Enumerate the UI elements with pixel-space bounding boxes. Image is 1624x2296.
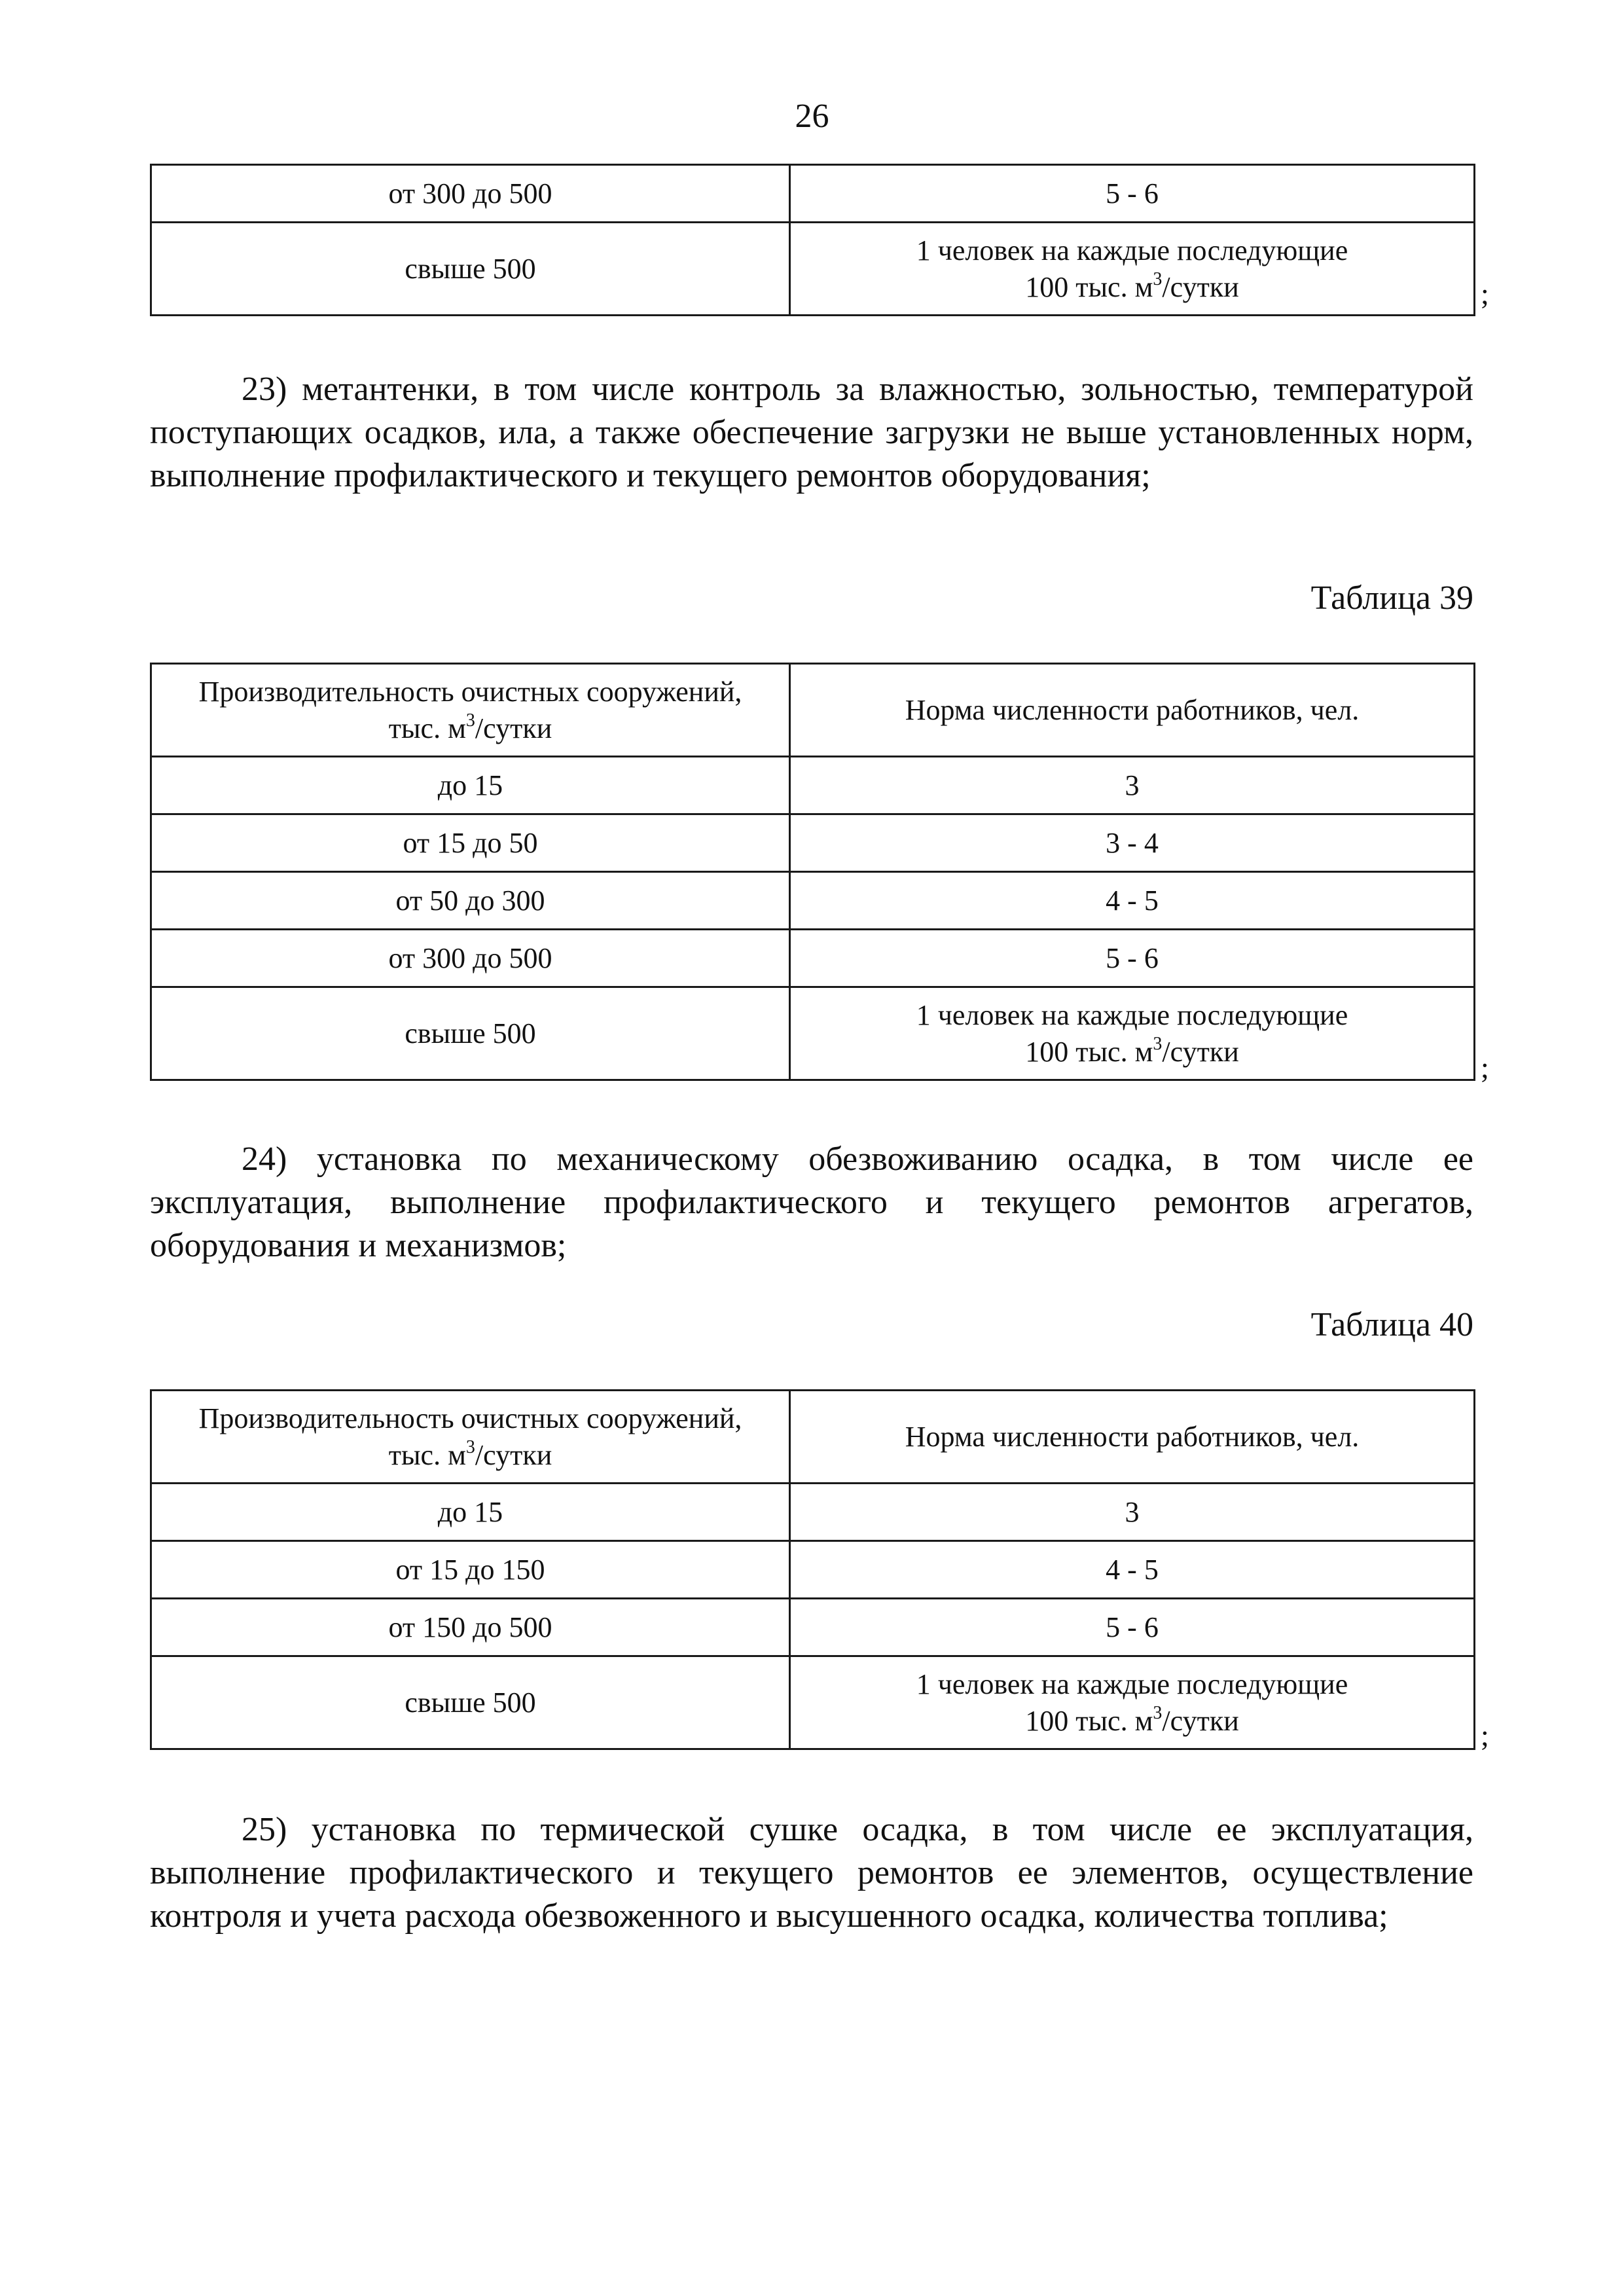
norm-cell: 3 [790, 757, 1475, 814]
norm-cell: 5 - 6 [790, 930, 1475, 987]
superscript: 3 [465, 710, 475, 731]
paragraph-25: 25) установка по термической сушке осадка, в том числе ее эксплуатация, выполнение профилактического и текущего ремонтов ее элементов, осуществление контроля и учета расхода обезвоженного и высушенного осадка, количества топлива; [150, 1811, 1473, 1935]
superscript: 3 [1153, 1033, 1163, 1054]
table-40-caption: Таблица 40 [1310, 1306, 1473, 1343]
norm-cell: 4 - 5 [790, 1541, 1475, 1599]
norm-line-1: 1 человек на каждые последующие [916, 1667, 1348, 1700]
capacity-cell: свыше 500 [151, 987, 790, 1080]
header-capacity [151, 1391, 790, 1484]
header-capacity-line-2: тыс. м [388, 1438, 466, 1471]
table-40 [150, 1389, 1475, 1750]
norm-line-2: 100 тыс. м [1025, 1704, 1153, 1737]
superscript: 3 [1153, 1702, 1163, 1723]
table-row [151, 223, 1475, 316]
header-capacity-line-1: Производительность очистных сооружений, [198, 675, 742, 708]
table-row [151, 987, 1475, 1080]
capacity-cell: от 15 до 50 [151, 814, 790, 872]
superscript: 3 [1153, 268, 1163, 289]
header-capacity-line-1: Производительность очистных сооружений, [198, 1402, 742, 1434]
norm-line-2: 100 тыс. м [1025, 270, 1153, 303]
table-row [151, 872, 1475, 930]
capacity-cell: свыше 500 [151, 223, 790, 316]
norm-cell: 5 - 6 [790, 1599, 1475, 1656]
header-capacity [151, 664, 790, 757]
capacity-cell: свыше 500 [151, 1656, 790, 1749]
table-continued [150, 164, 1475, 316]
capacity-cell: до 15 [151, 1484, 790, 1541]
page-number: 26 [795, 98, 829, 135]
norm-cell [790, 223, 1475, 316]
table-header-row [151, 664, 1475, 757]
norm-line-1: 1 человек на каждые последующие [916, 998, 1348, 1031]
table-header-row [151, 1391, 1475, 1484]
header-capacity-line-2: тыс. м [388, 712, 466, 744]
capacity-cell: от 300 до 500 [151, 930, 790, 987]
table-row [151, 814, 1475, 872]
norm-line-2-tail: /сутки [1162, 1704, 1239, 1737]
table-row [151, 165, 1475, 223]
norm-cell [790, 1656, 1475, 1749]
table-row [151, 1484, 1475, 1541]
table-row [151, 930, 1475, 987]
table-39-caption: Таблица 39 [1310, 579, 1473, 617]
table-end-semicolon: ; [1481, 1719, 1489, 1752]
norm-line-1: 1 человек на каждые последующие [916, 234, 1348, 266]
norm-line-2-tail: /сутки [1162, 1035, 1239, 1068]
superscript: 3 [465, 1436, 475, 1457]
header-capacity-tail: /сутки [475, 1438, 552, 1471]
table-row [151, 757, 1475, 814]
header-capacity-tail: /сутки [475, 712, 552, 744]
capacity-cell: от 15 до 150 [151, 1541, 790, 1599]
norm-line-2: 100 тыс. м [1025, 1035, 1153, 1068]
table-end-semicolon: ; [1481, 1051, 1489, 1084]
norm-cell: 3 [790, 1484, 1475, 1541]
table-row [151, 1541, 1475, 1599]
table-end-semicolon: ; [1481, 277, 1489, 310]
table-39 [150, 663, 1475, 1081]
norm-cell [790, 987, 1475, 1080]
capacity-cell: от 300 до 500 [151, 165, 790, 223]
header-norm: Норма численности работников, чел. [790, 1391, 1475, 1484]
capacity-cell: до 15 [151, 757, 790, 814]
norm-cell: 5 - 6 [790, 165, 1475, 223]
norm-line-2-tail: /сутки [1162, 270, 1239, 303]
table-row [151, 1656, 1475, 1749]
capacity-cell: от 50 до 300 [151, 872, 790, 930]
header-norm: Норма численности работников, чел. [790, 664, 1475, 757]
norm-cell: 3 - 4 [790, 814, 1475, 872]
table-row [151, 1599, 1475, 1656]
paragraph-23: 23) метантенки, в том числе контроль за влажностью, зольностью, температурой поступающих осадков, ила, а также обеспечение загрузки не выше установленных норм, выполнение профилактического и текущего ремонтов оборудования; [150, 371, 1473, 494]
norm-cell: 4 - 5 [790, 872, 1475, 930]
capacity-cell: от 150 до 500 [151, 1599, 790, 1656]
paragraph-24: 24) установка по механическому обезвоживанию осадка, в том числе ее эксплуатация, выполнение профилактического и текущего ремонтов агрегатов, оборудования и механизмов; [150, 1140, 1473, 1264]
